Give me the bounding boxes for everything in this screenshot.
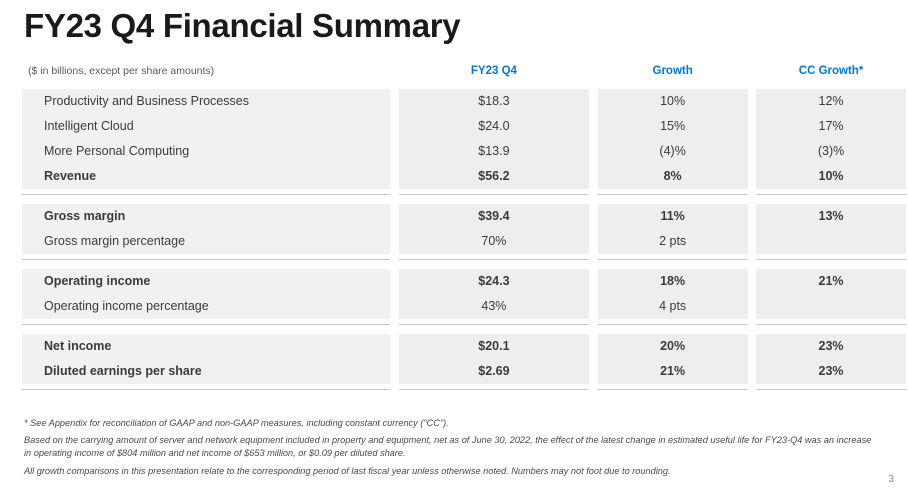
row-value-cc: 21% [756,269,906,294]
column-header-growth: Growth [652,64,693,77]
row-label: Productivity and Business Processes [22,89,390,114]
row-label: Operating income [22,269,390,294]
footnotes [24,417,874,483]
table-row [22,89,906,114]
gap [748,229,757,254]
gap [390,334,399,359]
group-spacer [22,325,906,334]
gap [390,89,399,114]
gap [748,334,757,359]
row-value-growth: 18% [598,269,748,294]
row-label: Gross margin percentage [22,229,390,254]
row-value-q4: $24.0 [399,114,589,139]
header-gap-3 [748,60,757,89]
row-value-q4: $39.4 [399,204,589,229]
header-gap-1 [390,60,399,89]
row-value-cc: (3)% [756,139,906,164]
row-value-growth: 11% [598,204,748,229]
footnote-growth-comparisons: All growth comparisons in this presentation relate to the corresponding period of last fiscal year unless otherwise noted. Numbers may not foot due to rounding. [24,465,671,476]
row-value-cc: 13% [756,204,906,229]
gap [589,334,598,359]
gap [748,114,757,139]
row-value-q4: $56.2 [399,164,589,189]
row-label: More Personal Computing [22,139,390,164]
row-value-cc: 12% [756,89,906,114]
page-title: FY23 Q4 Financial Summary [24,7,461,44]
row-value-cc [756,294,906,319]
table-row [22,294,906,319]
gap [589,359,598,384]
row-value-q4: $24.3 [399,269,589,294]
footnote-useful-life: Based on the carrying amount of server and network equipment included in property and equipment, net as of June 30, 2022, the effect of the latest change in estimated useful life for FY23-Q4 was an increase in operating income of $804 million and net income of $653 million, or $0.09 per diluted share. [24,434,872,459]
row-value-cc [756,229,906,254]
table-row-total [22,164,906,189]
row-value-growth: 21% [598,359,748,384]
row-value-growth: 4 pts [598,294,748,319]
gap [589,89,598,114]
gap [589,114,598,139]
table-row [22,269,906,294]
gap [748,89,757,114]
group-separator [22,384,906,390]
row-value-growth: 2 pts [598,229,748,254]
gap [390,204,399,229]
row-label: Intelligent Cloud [22,114,390,139]
row-value-q4: $2.69 [399,359,589,384]
gap [748,139,757,164]
table-row [22,139,906,164]
row-value-growth: (4)% [598,139,748,164]
row-value-q4: 43% [399,294,589,319]
row-value-growth: 8% [598,164,748,189]
row-label: Net income [22,334,390,359]
row-value-growth: 20% [598,334,748,359]
gap [589,294,598,319]
row-value-growth: 10% [598,89,748,114]
gap [748,204,757,229]
row-label: Gross margin [22,204,390,229]
page-number: 3 [888,474,894,485]
row-value-q4: $13.9 [399,139,589,164]
gap [748,294,757,319]
financial-summary-table [22,60,906,390]
gap [748,164,757,189]
table-row [22,334,906,359]
row-value-cc: 23% [756,359,906,384]
gap [589,164,598,189]
header-gap-2 [589,60,598,89]
gap [589,269,598,294]
table-row [22,229,906,254]
gap [390,359,399,384]
table-row [22,204,906,229]
gap [589,139,598,164]
row-value-q4: $18.3 [399,89,589,114]
gap [390,229,399,254]
column-header-cc-growth: CC Growth* [798,64,864,77]
row-label: Revenue [22,164,390,189]
row-value-growth: 15% [598,114,748,139]
table-row [22,359,906,384]
group-spacer [22,195,906,204]
footnote-cc: * See Appendix for reconciliation of GAAP and non-GAAP measures, including constant currency ("CC"). [24,417,449,428]
table-header-row [22,60,906,89]
row-label: Operating income percentage [22,294,390,319]
row-value-cc: 10% [756,164,906,189]
group-spacer [22,260,906,269]
row-label: Diluted earnings per share [22,359,390,384]
units-note: ($ in billions, except per share amounts) [28,64,215,77]
gap [390,139,399,164]
gap [390,269,399,294]
gap [748,269,757,294]
column-header-q4: FY23 Q4 [470,64,517,77]
row-value-cc: 23% [756,334,906,359]
row-value-q4: 70% [399,229,589,254]
row-value-q4: $20.1 [399,334,589,359]
gap [390,294,399,319]
gap [390,114,399,139]
gap [390,164,399,189]
row-value-cc: 17% [756,114,906,139]
gap [748,359,757,384]
gap [589,229,598,254]
table-row [22,114,906,139]
gap [589,204,598,229]
